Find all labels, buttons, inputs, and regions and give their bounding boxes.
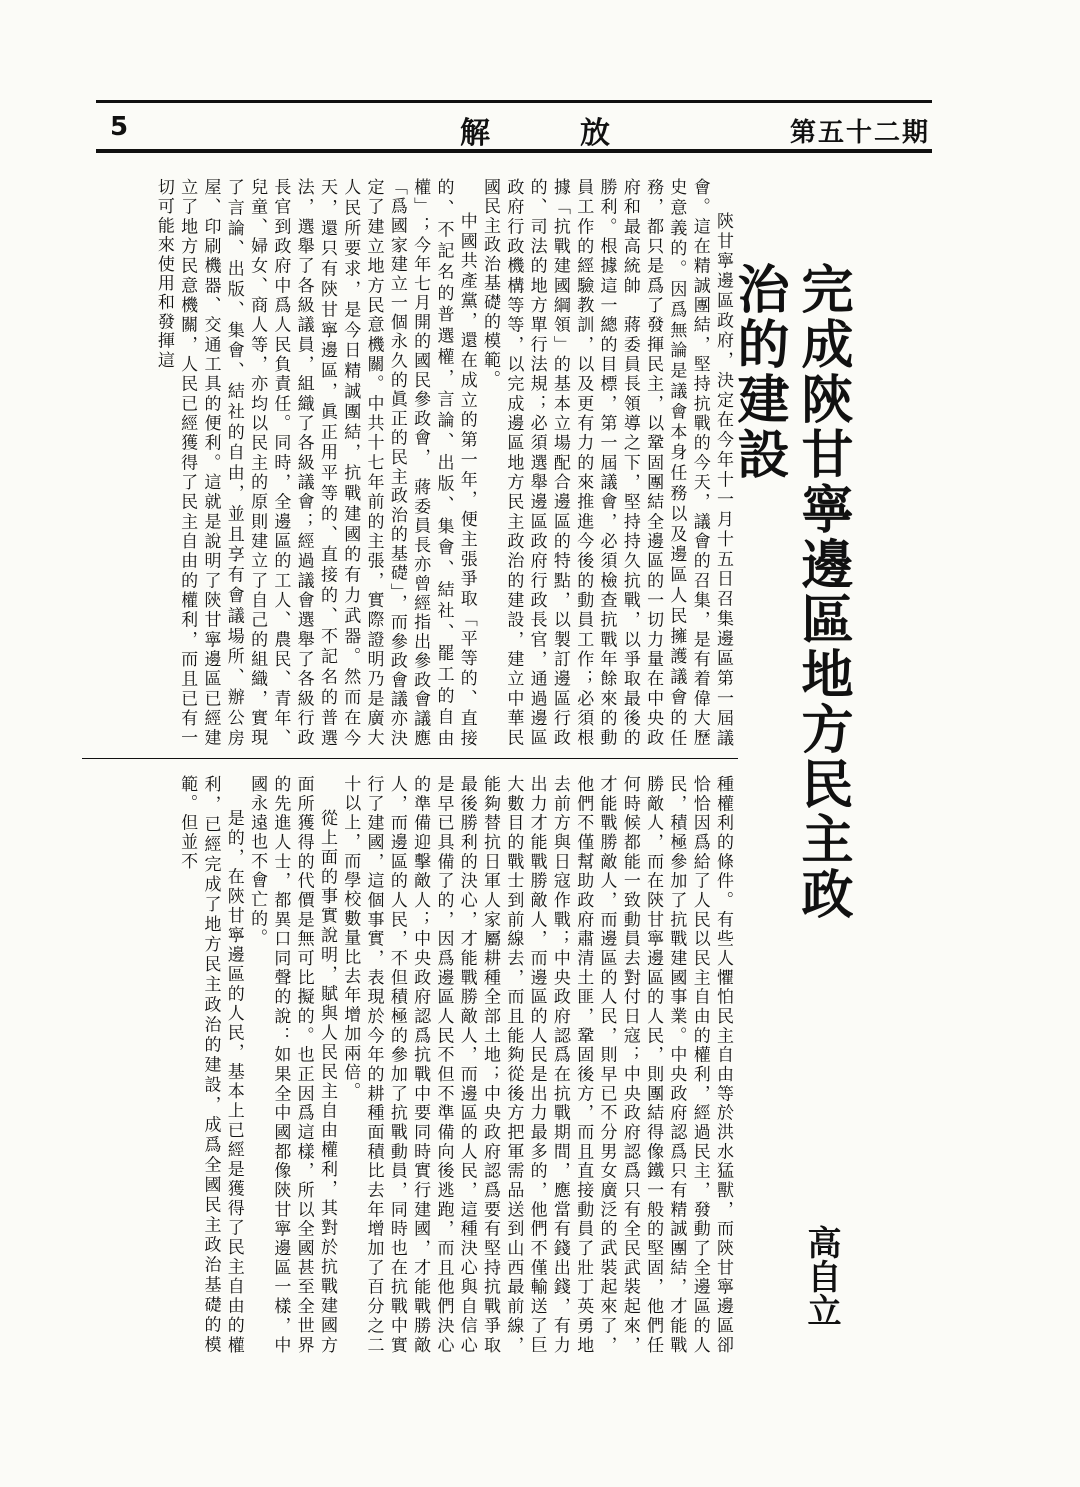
issue-number: 第五十二期 xyxy=(790,118,931,148)
paragraph: 是的，在陝甘寧邊區的人民，基本上已經是獲得了民主自由的權利，已經完成了地方民主政治的建設，成爲全國民主政治基礎的模範。但並不 xyxy=(177,775,244,1355)
header-rule-top xyxy=(96,100,932,103)
article-body-bottom xyxy=(84,775,734,1355)
article-author: 高自立 xyxy=(801,1225,841,1327)
paragraph: 中國共產黨，還在成立的第一年，便主張爭取「平等的、直接的、不記名的普選權，言論、出版、集會、結社、罷工的自由權」；今年七月開的國民參政會， 蔣委員長亦曾經指出參政會議應「爲國家建立一個永久的眞正的民主政治的基礎」，而參政會議亦決定了建立地方民意機關。中共十七年前的主張，實際證明乃是廣大人民所要求，是今日精誠團結，抗戰建國的有力武器。然而在今天，還只有陝甘寧邊區，眞正用平等的、直接的、不記名的普選法，選舉了各級議員，組織了各級議會；經過議會選舉了各級行政長官到政府中爲人民負責任。同時，全邊區的工人、農民、青年、兒童、婦女、商人等，亦均以民主的原則建立了自己的組織，實現了言論、出版、集會、結社的自由，並且享有會議場所、辦公房屋、印刷機器、交通工具的便利。這就是說明了陝甘寧邊區已經建立了地方民意機關，人民已經獲得了民主自由的權利，而且已有一切可能來使用和發揮這 xyxy=(153,178,477,748)
paragraph: 種權利的條件。有些人懼怕民主自由等於洪水猛獸，而陝甘寧邊區卻恰恰因爲給了人民以民主自由的權利，經過民主，發動了全邊區的人民，積極參加了抗戰建國事業。中央政府認爲只有精誠團結，才能戰勝敵人，而在陝甘寧邊區的人民，則團結得像鐵一般的堅固，他們任何時候都能一致動員去對付日寇；中央政府認爲只有全民武裝起來，才能戰勝敵人，而邊區的人民，則早已不分男女廣泛的武裝起來了，他們不僅幫助政府肅清土匪，鞏固後方，而且直接動員了壯丁英勇地去前方與日寇作戰；中央政府認爲在抗戰期間，應當有錢出錢，有力出力才能戰勝敵人，而邊區的人民是出力最多的，他們不僅輸送了巨大數目的戰士到前線去，而且能夠從後方把軍需品送到山西最前線，能夠替抗日軍人家屬耕種全部土地；中央政府認爲要有堅持抗戰爭取最後勝利的決心，才能戰勝敵人，而邊區的人民，這種決心與自信心是早已具備了的，因爲邊區人民不但不準備向後逃跑，而且他們決心的準備迎擊敵人；中央政府認爲抗戰中要同時實行建國，才能戰勝敵人，而邊區的人民，不但積極的參加了抗戰動員，同時也在抗戰中實行了建國，這個事實，表現於今年的耕種面積比去年增加了百分之二十以上，而學校數量比去年增加兩倍。 xyxy=(340,775,733,1355)
paragraph: 從上面的事實說明，賦與人民民主自由權利，其對於抗戰建國方面所獲得的代價是無可比擬的。也正因爲這樣，所以全國甚至全世界的先進人士，都異口同聲的說：如果全中國都像陝甘寧邊區一樣，中國永遠也不會亡的。 xyxy=(247,775,337,1355)
journal-title: 解 放 xyxy=(460,116,640,151)
article-body-top xyxy=(84,178,734,748)
page-number: 5 xyxy=(110,112,129,142)
paragraph: 陝甘寧邊區政府，決定在今年十一月十五日召集邊區第一屆議會。這在精誠團結，堅持抗戰的今天，議會的召集，是有着偉大歷史意義的。因爲無論是議會本身任務以及邊區人民擁護議會的任務，都只是爲了發揮民主，以鞏固團結全邊區的一切力量在中央政府和最高統帥 蔣委員長領導之下，堅持持久抗戰，以爭取最後的勝利。根據這一總的目標，第一屆議會，必須檢查抗戰年餘來的動員工作的經驗教訓，以及更有力的來推進今後的動員工作；必須根據「抗戰建國綱領」的基本立場配合邊區的特點，以製訂邊區行政的、司法的地方單行法規；必須選舉邊區政府行政長官，通過邊區政府行政機構等等，以完成邊區地方民主政治的建設，建立中華民國民主政治基礎的模範。 xyxy=(480,178,733,748)
column-divider xyxy=(82,758,738,759)
article-title: 完成陝甘寧邊區地方民主政治的建設 xyxy=(728,262,853,922)
